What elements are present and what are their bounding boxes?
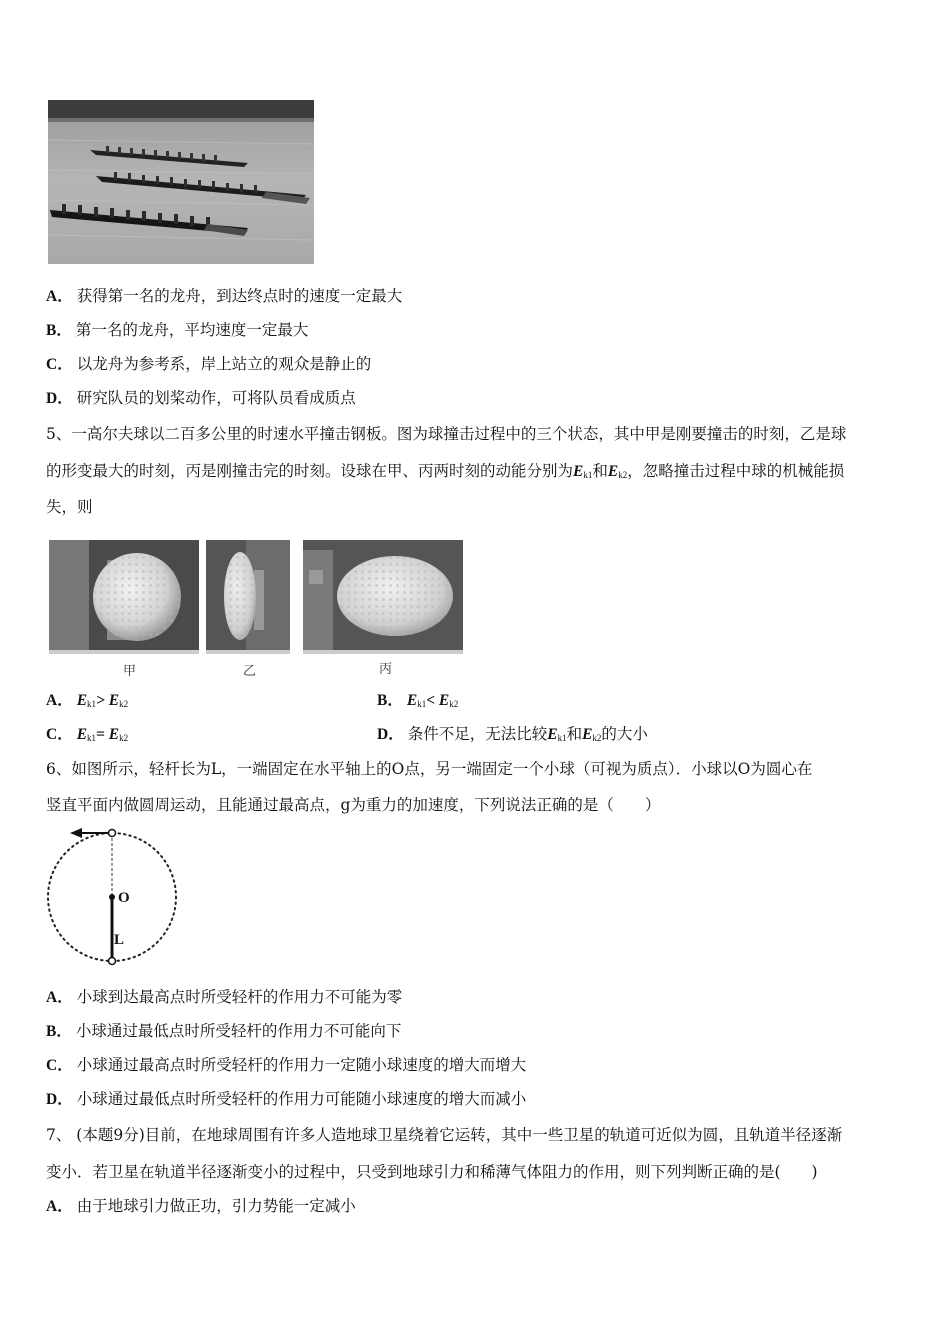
q5-stem-line2: 的形变最大的时刻，丙是刚撞击完的时刻。设球在甲、丙两时刻的动能分别为$E_{k1}$和$E_{k2}$，忽略撞击过程中球的机械能损	[46, 462, 845, 480]
axis-o-point	[109, 894, 115, 900]
q7-stem-line2: 变小．若卫星在轨道半径逐渐变小的过程中，只受到地球引力和稀薄气体阻力的作用，则下列判断正确的是( )	[46, 1163, 818, 1181]
q5-stem-line3: 失，则	[46, 498, 93, 516]
q7-stem-line1: 7、 (本题9分)目前，在地球周围有许多人造地球卫星绕着它运转，其中一些卫星的轨道可近似为圆，且轨道半径逐渐	[46, 1126, 843, 1144]
q6-stem-line2: 竖直平面内做圆周运动，且能通过最高点，g为重力的加速度，下列说法正确的是（ ）	[46, 796, 661, 814]
circular-motion-diagram	[44, 824, 184, 970]
caption-jia: 甲	[123, 664, 137, 679]
q5-option-a: A． $E_{k1}> E_{k2}$	[46, 692, 129, 709]
q6-option-b: B． 小球通过最低点时所受轻杆的作用力不可能向下	[46, 1022, 402, 1040]
q5-stem-line1: 5、一高尔夫球以二百多公里的时速水平撞击钢板。图为球撞击过程中的三个状态，其中甲是刚要撞击的时刻，乙是球	[46, 425, 847, 443]
caption-yi: 乙	[243, 664, 257, 679]
label-o: O	[118, 890, 130, 906]
dragon-boat-photo	[48, 100, 314, 264]
golf-ball-photo-jia	[49, 540, 199, 654]
q4-option-d: D． 研究队员的划桨动作，可将队员看成质点	[46, 389, 356, 407]
velocity-arrow-head	[70, 828, 82, 838]
ball-bottom	[109, 958, 116, 965]
q6-option-c: C． 小球通过最高点时所受轻杆的作用力一定随小球速度的增大而增大	[46, 1056, 527, 1074]
ball-top	[109, 830, 116, 837]
golf-ball-photo-yi	[206, 540, 290, 654]
q6-stem-line1: 6、如图所示，轻杆长为L，一端固定在水平轴上的O点，另一端固定一个小球（可视为质点）．小球以O为圆心在	[46, 760, 813, 778]
q5-option-c: C． $E_{k1}= E_{k2}$	[46, 726, 129, 743]
label-l: L	[114, 932, 125, 948]
q4-option-c: C． 以龙舟为参考系，岸上站立的观众是静止的	[46, 355, 372, 373]
q6-option-d: D． 小球通过最低点时所受轻杆的作用力可能随小球速度的增大而减小	[46, 1090, 527, 1108]
golf-ball-photo-bing	[303, 540, 463, 654]
q4-option-b: B． 第一名的龙舟，平均速度一定最大	[46, 321, 309, 339]
q5-option-b: B． $E_{k1}< E_{k2}$	[377, 692, 459, 709]
q7-option-a: A． 由于地球引力做正功，引力势能一定减小	[46, 1197, 356, 1215]
q6-option-a: A． 小球到达最高点时所受轻杆的作用力不可能为零	[46, 988, 403, 1006]
caption-bing: 丙	[379, 662, 393, 677]
q5-option-d: D． 条件不足，无法比较$E_{k1}$和$E_{k2}$的大小	[377, 725, 648, 743]
q4-option-a: A． 获得第一名的龙舟，到达终点时的速度一定最大	[46, 287, 403, 305]
